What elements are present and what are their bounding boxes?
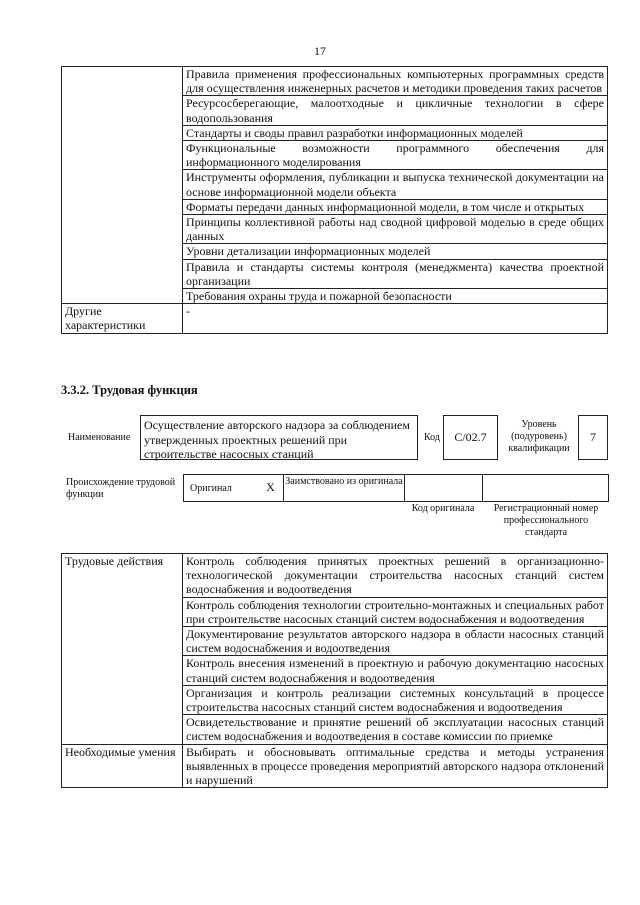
section-heading: 3.3.2. Трудовая функция (61, 383, 198, 397)
action-item: Контроль внесения изменений в проектную и рабочую документацию насосных станций систем водоснабжения и водоотведения (183, 656, 608, 685)
action-item: Контроль соблюдения технологии строительно-монтажных и специальных работ при строительстве насосных станций систем водоснабжения и водоотведения (183, 597, 608, 626)
reg-number-label: Регистрационный номер профессионального стандарта (493, 503, 599, 538)
level-label: Уровень (подуровень) квалификации (508, 419, 570, 454)
knowledge-item: Правила и стандарты системы контроля (менеджмента) качества проектной организации (183, 259, 608, 288)
knowledge-item: Требования охраны труда и пожарной безопасности (183, 289, 608, 304)
knowledge-item: Стандарты и своды правил разработки информационных моделей (183, 125, 608, 140)
code-value: C/02.7 (454, 430, 487, 444)
knowledge-item: Правила применения профессиональных компьютерных программных средств для осуществления инженерных расчетов и методики проведения таких расчетов (183, 67, 608, 96)
origin-label: Происхождение трудовой функции (66, 477, 176, 500)
knowledge-label-cell (62, 67, 183, 304)
action-item: Контроль соблюдения принятых проектных решений в организационно-технологической документации строительства насосных станций систем водоснабжения и водоотведения (183, 554, 608, 598)
page-number: 17 (314, 44, 326, 58)
function-name-value: Осуществление авторского надзора за соблюдением утвержденных проектных решений при строительстве насосных станций (144, 418, 410, 461)
origin-row (183, 474, 609, 502)
borrowed-label: Заимствовано из оригинала (284, 475, 405, 501)
knowledge-item: Ресурсосберегающие, малоотходные и цикличные технологии в сфере водопользования (183, 96, 608, 125)
level-box (578, 415, 608, 460)
code-box (443, 415, 498, 460)
level-value: 7 (590, 430, 596, 444)
original-mark: X (258, 475, 284, 501)
table-row (62, 67, 608, 96)
actions-table (61, 553, 608, 788)
action-item: Освидетельствование и принятие решений об эксплуатации насосных станций систем водоснабжения и водоотведения в составе комиссии по приемке (183, 715, 608, 744)
knowledge-item: Форматы передачи данных информационной модели, в том числе и открытых (183, 199, 608, 214)
other-characteristics-label: Другие характеристики (62, 304, 183, 333)
original-label: Оригинал (190, 483, 232, 494)
actions-label: Трудовые действия (62, 554, 183, 745)
knowledge-item: Функциональные возможности программного обеспечения для информационного моделирования (183, 141, 608, 170)
name-label: Наименование (68, 432, 131, 443)
skill-item: Выбирать и обосновывать оптимальные средства и методы устранения выявленных в процессе проведения мероприятий авторского надзора отклонений и нарушений (183, 744, 608, 788)
code-label: Код (424, 432, 440, 443)
reg-number-cell (483, 475, 608, 501)
skills-label: Необходимые умения (62, 744, 183, 788)
knowledge-table (61, 66, 608, 334)
other-characteristics-value: - (183, 304, 608, 333)
table-row (62, 554, 608, 598)
knowledge-item: Принципы коллективной работы над сводной цифровой моделью в среде общих данных (183, 215, 608, 244)
table-row (62, 744, 608, 788)
action-item: Документирование результатов авторского надзора в области насосных станций систем водоснабжения и водоотведения (183, 627, 608, 656)
function-name-box (140, 415, 418, 460)
knowledge-item: Уровни детализации информационных моделей (183, 244, 608, 259)
origin-code-label: Код оригинала (411, 503, 475, 514)
action-item: Организация и контроль реализации системных консультаций в процессе строительства насосных станций систем водоснабжения и водоотведения (183, 685, 608, 714)
origin-code-cell (405, 475, 483, 501)
table-row (62, 304, 608, 333)
knowledge-item: Инструменты оформления, публикации и выпуска технической документации на основе информационной модели объекта (183, 170, 608, 199)
